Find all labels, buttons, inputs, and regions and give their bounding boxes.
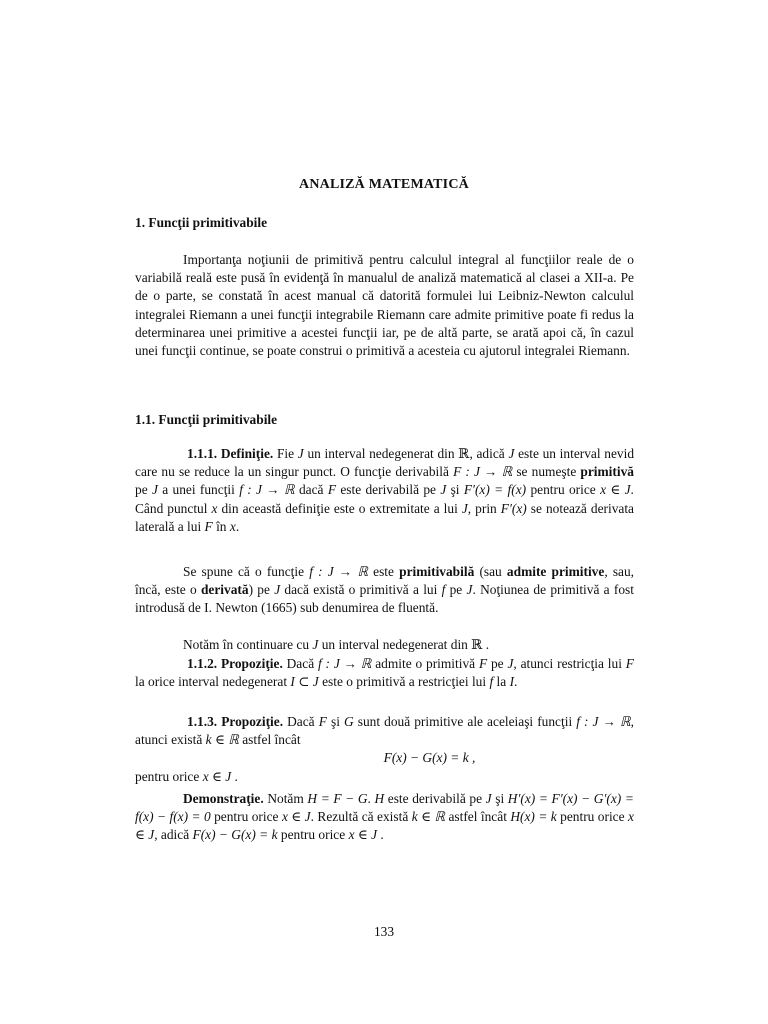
math: x ∈ J xyxy=(600,482,631,498)
math: J xyxy=(508,446,515,461)
text: , prin xyxy=(467,500,497,516)
text: pentru orice xyxy=(214,809,279,825)
text: este derivabilă pe xyxy=(387,791,483,806)
term-primitiva: primitivă xyxy=(580,464,634,480)
text: la orice interval nedegenerat xyxy=(135,674,288,690)
text: . xyxy=(514,674,518,690)
math: J xyxy=(485,791,492,806)
text: pentru orice xyxy=(560,809,625,825)
text: şi xyxy=(330,714,340,729)
math: J xyxy=(507,656,514,671)
section-heading-1: 1. Funcţii primitivabile xyxy=(135,215,268,230)
text: dacă există o primitivă a lui xyxy=(284,582,438,598)
term-derivata: derivată xyxy=(200,582,249,598)
math: f xyxy=(489,674,494,690)
math: f xyxy=(441,582,446,598)
math: I ⊂ J xyxy=(290,674,319,690)
text: Notăm xyxy=(267,791,304,806)
text: admite o primitivă xyxy=(375,656,476,671)
primitivabila-paragraph xyxy=(135,563,634,618)
text: dacă xyxy=(298,482,324,498)
intro-paragraph xyxy=(135,251,634,360)
math: F(x) − G(x) = k xyxy=(192,827,278,843)
text: . xyxy=(380,827,384,843)
text: pe xyxy=(135,482,148,498)
math: F xyxy=(318,714,327,729)
proposition-label: 1.1.3. Propoziţie. xyxy=(187,714,284,729)
math: F xyxy=(478,656,488,671)
notation-text xyxy=(135,636,634,654)
math: x ∈ J xyxy=(348,827,378,843)
text: Se spune că o funcţie xyxy=(183,564,305,579)
math: x xyxy=(229,518,236,534)
text: , atunci restricţia lui xyxy=(513,656,622,671)
formula-condition xyxy=(135,768,634,786)
text: este o primitivă a restricţiei lui xyxy=(322,674,487,690)
text: la xyxy=(496,674,507,690)
text: pentru orice xyxy=(280,827,346,843)
text: este xyxy=(373,564,394,579)
proposition-text xyxy=(135,655,634,691)
math: ℝ xyxy=(471,637,483,652)
definition-1-1-1 xyxy=(135,445,634,536)
text: Notăm în continuare cu xyxy=(183,637,310,652)
math: F′(x) = f(x) xyxy=(463,482,527,498)
text: , atunci există xyxy=(135,714,634,748)
text: . Noţiunea de primitivă a fost introdusă de I. Newton (1665) sub denumirea de fluentă. xyxy=(135,582,634,616)
text: un interval nedegenerat din xyxy=(307,446,455,461)
text: este un interval nevid care nu se reduce la un singur punct. O funcţie derivabilă xyxy=(135,446,635,480)
math: H = F − G xyxy=(307,791,368,806)
text: din această definiţie este o extremitate a lui xyxy=(221,500,458,516)
text: se notează derivata laterală a lui xyxy=(135,500,634,534)
math: x ∈ J xyxy=(281,809,311,825)
term-admite-primitive: admite primitive xyxy=(506,564,605,579)
math: F xyxy=(327,482,336,498)
formula-line xyxy=(135,749,634,767)
text: (sau xyxy=(479,564,502,579)
text: . xyxy=(234,768,238,784)
text: , sau, încă, este o xyxy=(135,564,635,598)
text: a unei funcţii xyxy=(162,482,235,498)
text: Fie xyxy=(276,446,295,461)
text: sunt două primitive ale aceleiaşi funcţii xyxy=(357,714,573,729)
text: . xyxy=(485,637,490,652)
math: G xyxy=(344,714,354,729)
text: astfel încât xyxy=(242,732,301,748)
text: Dacă xyxy=(287,714,315,729)
math: k ∈ ℝ xyxy=(411,809,446,825)
math: x xyxy=(211,500,218,516)
page-number: 133 xyxy=(373,924,395,939)
text: pe xyxy=(449,582,463,598)
math: J xyxy=(466,582,473,598)
page-title: ANALIZĂ MATEMATICĂ xyxy=(299,177,469,192)
math: I xyxy=(509,674,515,690)
definition-text xyxy=(135,445,634,536)
text: pentru orice xyxy=(135,768,200,784)
math: ℝ xyxy=(458,446,470,461)
proposition-text xyxy=(135,713,634,749)
math: f : J → ℝ xyxy=(239,482,295,498)
definition-label: 1.1.1. Definiţie. xyxy=(187,446,274,461)
text: Dacă xyxy=(286,656,315,671)
text: un interval nedegenerat din xyxy=(321,637,468,652)
text: este derivabilă pe xyxy=(340,482,436,498)
proof-label: Demonstraţie. xyxy=(183,791,264,806)
text: pentru orice xyxy=(530,482,596,498)
math: f : J → ℝ xyxy=(576,714,631,729)
math: F xyxy=(204,518,213,534)
math: F xyxy=(625,656,634,671)
math-formula: F(x) − G(x) = k , xyxy=(383,750,476,766)
proof xyxy=(135,790,634,845)
math: H(x) = k xyxy=(510,809,557,825)
intro-text: Importanţa noţiunii de primitivă pentru calculul integral al funcţiilor reale de o variabilă reală este pusă în evidenţă în manualul de analiză matematică al clasei a XII-a. Pe de o parte, se constată în acest manual că datorită formulei lui Leibniz-Newton calculul integralei Riemann a unei funcţii integrabile Riemann care admite primitive poate fi redus la determinarea unei primitive a acestei funcţii iar, pe de altă parte, se arată apoi că, în cazul unei funcţii continue, se poate construi o primitivă a acesteia cu ajutorul integralei Riemann. xyxy=(135,252,634,359)
text: . Când punctul xyxy=(135,482,634,516)
math: k ∈ ℝ xyxy=(205,732,239,748)
text: pe xyxy=(490,656,504,671)
math: H′(x) = F′(x) − G′(x) = f(x) − f(x) = 0 xyxy=(135,791,634,825)
text: . Rezultă că există xyxy=(310,809,409,825)
section-heading-1-1: 1.1. Funcţii primitivabile xyxy=(135,412,278,427)
math: J xyxy=(461,500,468,516)
math: x ∈ J xyxy=(202,768,232,784)
math: F′(x) xyxy=(500,500,527,516)
text: , adică xyxy=(154,827,190,843)
proof-text xyxy=(135,790,634,845)
text: astfel încât xyxy=(448,809,507,825)
text: şi xyxy=(450,482,460,498)
text: ) pe xyxy=(248,582,270,598)
text: . xyxy=(235,518,240,534)
math: J xyxy=(440,482,447,498)
primitivabila-text xyxy=(135,563,634,618)
text: , adică xyxy=(469,446,505,461)
math: H xyxy=(374,791,385,806)
proposition-label: 1.1.2. Propoziţie. xyxy=(187,656,283,671)
math: J xyxy=(151,482,158,498)
proposition-1-1-2 xyxy=(135,655,634,691)
term-primitivabila: primitivabilă xyxy=(399,564,475,579)
math: f : J → ℝ xyxy=(317,656,372,671)
math: J xyxy=(274,582,281,598)
math: J xyxy=(297,446,304,461)
notation-paragraph xyxy=(135,636,634,654)
proposition-1-1-3 xyxy=(135,713,634,786)
text: şi xyxy=(495,791,505,806)
math: F : J → ℝ xyxy=(453,464,513,480)
text: în xyxy=(216,518,227,534)
math: f : J → ℝ xyxy=(309,564,368,579)
math: J xyxy=(312,637,319,652)
text: se numeşte xyxy=(516,464,577,480)
math: x ∈ J xyxy=(135,809,634,843)
text: . xyxy=(367,791,371,806)
